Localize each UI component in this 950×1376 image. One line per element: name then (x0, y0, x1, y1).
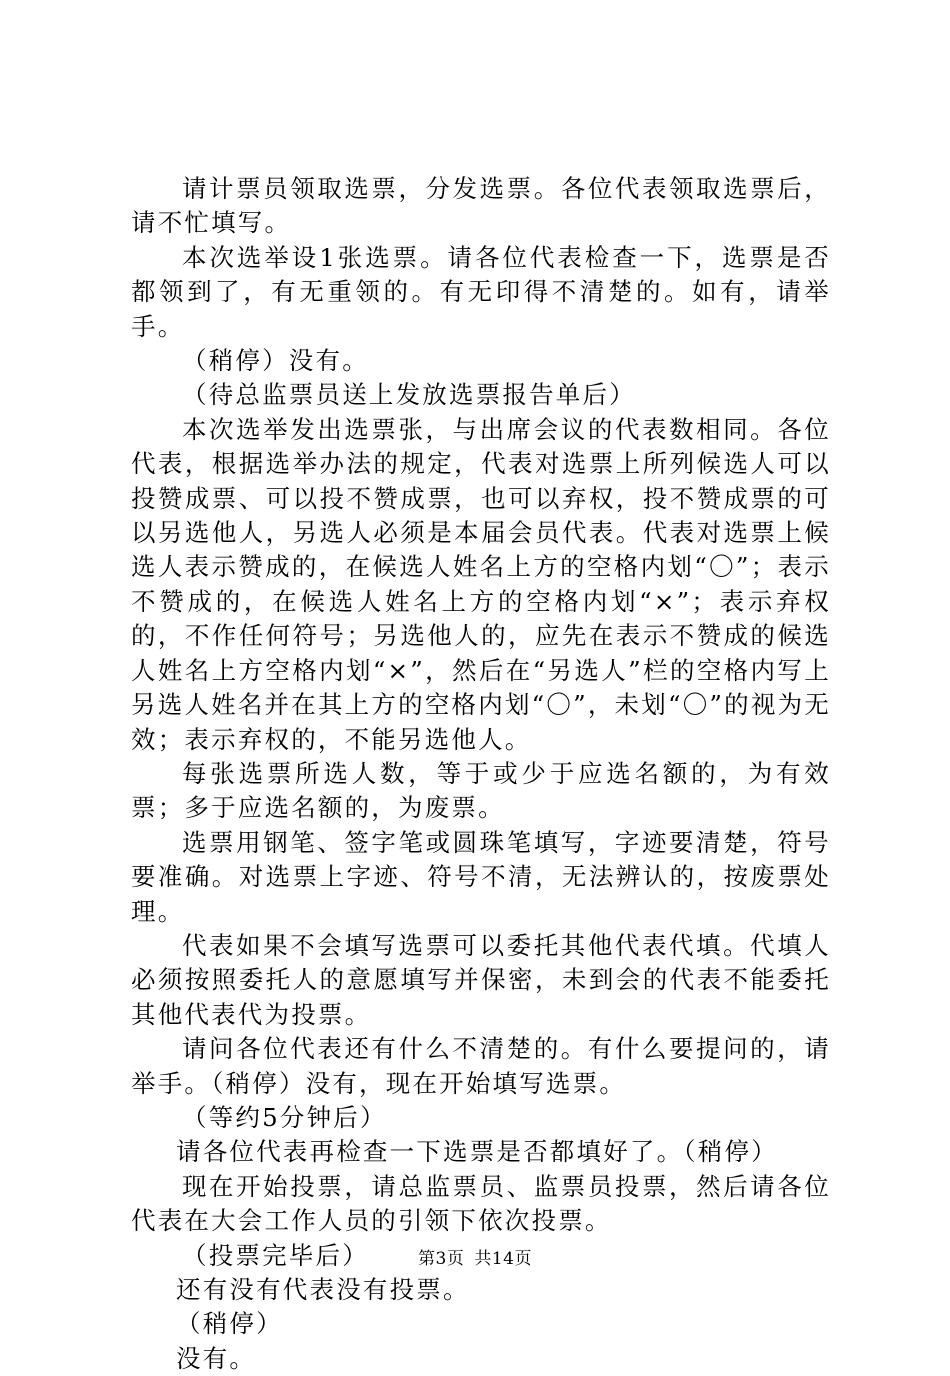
paragraph-recheck: 请各位代表再检查一下选票是否都填好了。（稍停） (176, 1137, 778, 1167)
paragraph-questions: 请问各位代表还有什么不清楚的。有什么要提问的，请举手。（稍停）没有，现在开始填写选票。 (131, 1034, 831, 1098)
paragraph-writing-rules: 选票用钢笔、签字笔或圆珠笔填写，字迹要清楚，符号要准确。对选票上字迹、符号不清，无法辨认的，按废票处理。 (131, 827, 831, 926)
page-footer (0, 1244, 950, 1269)
paragraph-none: 没有。 (176, 1343, 257, 1373)
page-number: 第3页 (418, 1249, 465, 1269)
paragraph-check-ballots: 本次选举设1张选票。请各位代表检查一下，选票是否都领到了，有无重领的。有无印得不清楚的。如有，请举手。 (131, 242, 831, 341)
paragraph-valid-ballots: 每张选票所选人数，等于或少于应选名额的，为有效票；多于应选名额的，为废票。 (131, 758, 831, 823)
paragraph-await-report: （待总监票员送上发放选票报告单后） (182, 380, 636, 410)
paragraph-wait-five-minutes: （等约5分钟后） (182, 1102, 387, 1132)
document-body (131, 172, 831, 1376)
page-total: 共14页 (474, 1249, 532, 1269)
paragraph-voting-rules: 本次选举发出选票张，与出席会议的代表数相同。各位代表，根据选举办法的规定，代表对选票上所列候选人可以投赞成票、可以投不赞成票，也可以弃权，投不赞成票的可以另选他人，另选人必须是本届会员代表。代表对选票上候选人表示赞成的，在候选人姓名上方的空格内划“〇”；表示不赞成的，在候选人姓名上方的空格内划“×”；表示弃权的，不作任何符号；另选他人的，应先在表示不赞成的候选人姓名上方空格内划“×”，然后在“另选人”栏的空格内写上另选人姓名并在其上方的空格内划“〇”，未划“〇”的视为无效；表示弃权的，不能另选他人。 (131, 414, 831, 754)
paragraph-pause-none: （稍停）没有。 (182, 346, 369, 376)
paragraph-pause: （稍停） (176, 1309, 283, 1339)
paragraph-anyone-not-voted: 还有没有代表没有投票。 (176, 1275, 470, 1304)
paragraph-distribute-ballots: 请计票员领取选票，分发选票。各位代表领取选票后，请不忙填写。 (131, 174, 831, 238)
paragraph-voting-finished: （投票完毕后） (182, 1240, 369, 1270)
paragraph-start-voting: 现在开始投票，请总监票员、监票员投票，然后请各位代表在大会工作人员的引领下依次投票。 (131, 1171, 831, 1236)
paragraph-proxy-filling: 代表如果不会填写选票可以委托其他代表代填。代填人必须按照委托人的意愿填写并保密，未到会的代表不能委托其他代表代为投票。 (131, 930, 831, 1029)
